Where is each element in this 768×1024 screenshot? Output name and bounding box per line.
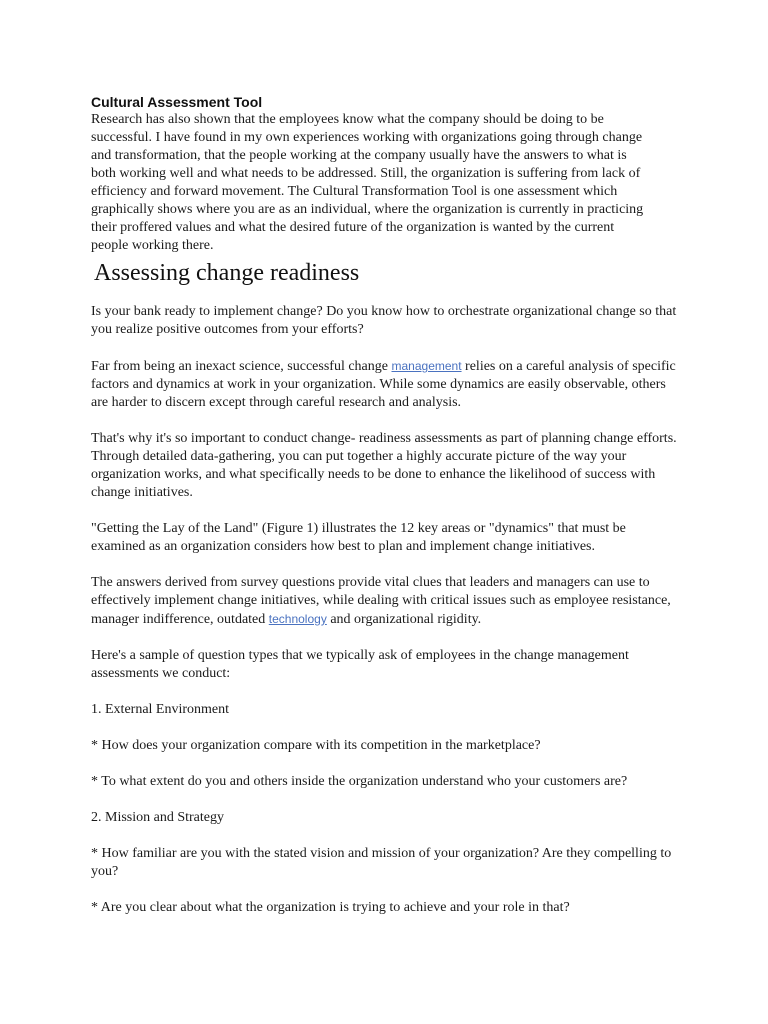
paragraph-text: The answers derived from survey questions provide vital clues that leaders and managers can use to effectively implement change initiatives, while dealing with critical issues such as employee resistance, manager indifference, outdated [91, 575, 671, 627]
question-item: * How familiar are you with the stated vision and mission of your organization? Are they compelling to you? [91, 846, 672, 879]
paragraph-change-readiness-assessments: That's why it's so important to conduct change- readiness assessments as part of planning change efforts. Through detailed data-gathering, you can put together a highly accurate picture of the way your organization works, and what specifically needs to be done to enhance the likelihood of success with change initiatives. [91, 431, 677, 500]
paragraph-inexact-science [91, 357, 683, 412]
document-page [91, 93, 683, 917]
list-heading-mission-strategy: 2. Mission and Strategy [91, 810, 224, 825]
question-item: * To what extent do you and others inside the organization understand who your customers are? [91, 774, 628, 789]
intro-paragraph: Research has also shown that the employees know what the company should be doing to be successful. I have found in my own experiences working with organizations going through change and transformation, that the people working at the company usually have the answers to what is both working well and what needs to be addressed. Still, the organization is suffering from lack of efficiency and forward movement. The Cultural Transformation Tool is one assessment which graphically shows where you are as an individual, where the organization is currently in practicing their proffered values and what the desired future of the organization is wanted by the current people working there. [91, 112, 644, 253]
main-heading: Assessing change readiness [94, 260, 360, 286]
technology-link[interactable]: technology [268, 612, 327, 626]
paragraph-text: Far from being an inexact science, successful change [91, 359, 392, 374]
paragraph-bank-readiness: Is your bank ready to implement change? Do you know how to orchestrate organizational change so that you realize positive outcomes from your efforts? [91, 304, 677, 337]
question-item: * Are you clear about what the organization is trying to achieve and your role in that? [91, 900, 570, 915]
paragraph-lay-of-the-land: "Getting the Lay of the Land" (Figure 1) illustrates the 12 key areas or "dynamics" that must be examined as an organization considers how best to plan and implement change initiatives. [91, 521, 626, 554]
paragraph-survey-answers [91, 574, 683, 629]
question-item: * How does your organization compare with its competition in the marketplace? [91, 738, 541, 753]
management-link[interactable]: management [391, 359, 462, 373]
section-title: Cultural Assessment Tool [91, 94, 263, 110]
paragraph-text: and organizational rigidity. [326, 612, 482, 627]
list-heading-external-environment: 1. External Environment [91, 702, 230, 717]
paragraph-question-types: Here's a sample of question types that we typically ask of employees in the change management assessments we conduct: [91, 648, 629, 681]
paragraph-text: relies on a careful analysis of specific factors and dynamics at work in your organization. While some dynamics are easily observable, others are harder to discern except through careful research and analysis. [91, 359, 676, 410]
